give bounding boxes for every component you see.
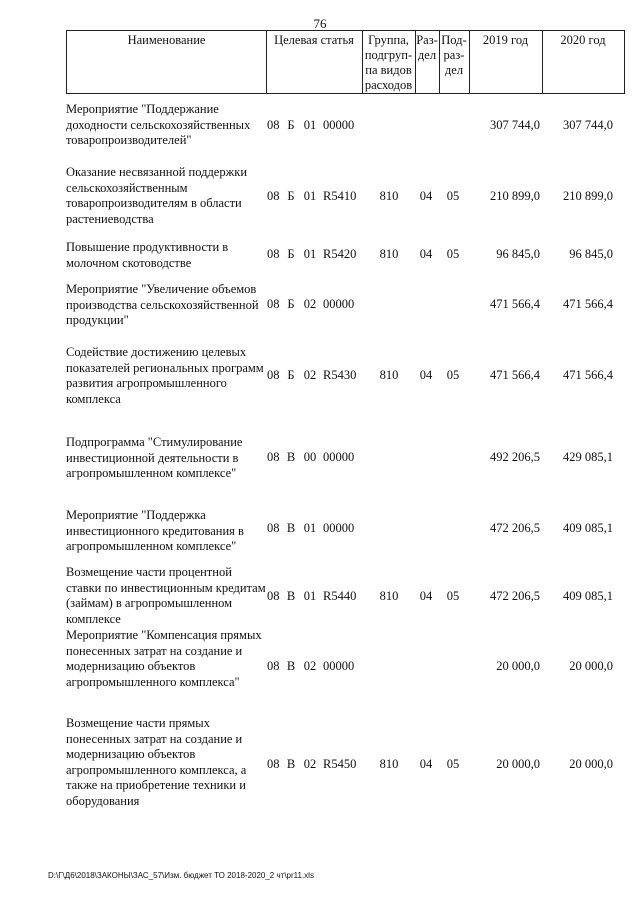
amount-2019: 471 566,4: [490, 297, 540, 311]
target-code: 00000: [323, 450, 355, 464]
target-subprogram: Б: [287, 297, 295, 311]
target-program: 08: [267, 521, 280, 535]
amount-2019: 471 566,4: [490, 368, 540, 382]
amount-2019: 307 744,0: [490, 118, 540, 132]
target-program: 08: [267, 757, 280, 771]
amount-2020: 409 085,1: [563, 521, 613, 535]
target-group: 01: [303, 247, 317, 261]
amount-2020: 409 085,1: [563, 589, 613, 603]
subsection: 05: [446, 368, 460, 382]
row-name: Мероприятие "Поддержка инвестиционного кредитования в агропромышленном комплексе": [66, 508, 244, 553]
target-group: 00: [303, 450, 317, 464]
amount-2019: 472 206,5: [490, 521, 540, 535]
target-group: 01: [303, 521, 317, 535]
target-group: 02: [303, 659, 317, 673]
amount-2020: 20 000,0: [569, 659, 613, 673]
subsection: 05: [446, 589, 460, 603]
target-code: R5420: [323, 247, 357, 261]
target-subprogram: Б: [287, 118, 295, 132]
row-name: Оказание несвязанной поддержки сельскохозяйственным товаропроизводителям в области растениеводства: [66, 165, 248, 226]
target-group: 01: [303, 589, 317, 603]
amount-2020: 471 566,4: [563, 368, 613, 382]
target-group: 01: [303, 189, 317, 203]
section: 04: [419, 757, 433, 771]
amount-2019: 20 000,0: [496, 659, 540, 673]
header-section: Раз- дел: [416, 33, 438, 62]
expense-type: 810: [379, 189, 399, 203]
target-program: 08: [267, 118, 280, 132]
target-code: 00000: [323, 118, 355, 132]
amount-2019: 492 206,5: [490, 450, 540, 464]
target-group: 02: [303, 757, 317, 771]
amount-2020: 210 899,0: [563, 189, 613, 203]
expense-type: 810: [379, 368, 399, 382]
amount-2020: 471 566,4: [563, 297, 613, 311]
expense-type: 810: [379, 757, 399, 771]
footer-file-path: D:\Г\Д6\2018\ЗАКОНЫ\ЗАС_57\Изм. бюджет ТО 2018-2020_2 чт\pr11.xls: [48, 871, 314, 880]
target-subprogram: Б: [287, 189, 295, 203]
section: 04: [419, 247, 433, 261]
header-name: Наименование: [127, 33, 206, 47]
target-subprogram: В: [286, 450, 296, 464]
target-program: 08: [267, 589, 280, 603]
row-name: Мероприятие "Увеличение объемов производства сельскохозяйственной продукции": [66, 282, 259, 327]
target-group: 01: [303, 118, 317, 132]
row-name: Подпрограмма "Стимулирование инвестиционной деятельности в агропромышленном комплексе": [66, 435, 243, 480]
row-name: Возмещение части прямых понесенных затрат на создание и модернизацию объектов агропромышленного комплекса, а также на приобретение техники и оборудования: [66, 716, 247, 808]
row-name: Возмещение части процентной ставки по инвестиционным кредитам (займам) в агропромышленном комплексе: [66, 565, 266, 626]
subsection: 05: [446, 247, 460, 261]
section: 04: [419, 189, 433, 203]
subsection: 05: [446, 757, 460, 771]
target-program: 08: [267, 450, 280, 464]
target-code: 00000: [323, 659, 355, 673]
amount-2019: 20 000,0: [496, 757, 540, 771]
target-subprogram: Б: [287, 247, 295, 261]
target-code: R5430: [323, 368, 357, 382]
target-program: 08: [267, 659, 280, 673]
target-code: 00000: [323, 297, 355, 311]
amount-2019: 472 206,5: [490, 589, 540, 603]
section: 04: [419, 589, 433, 603]
target-code: R5410: [323, 189, 357, 203]
target-program: 08: [267, 247, 280, 261]
target-program: 08: [267, 368, 280, 382]
target-code: R5440: [323, 589, 357, 603]
target-subprogram: Б: [287, 368, 295, 382]
target-subprogram: В: [286, 659, 296, 673]
header-expense-group: Группа, подгруп- па видов расходов: [364, 33, 413, 92]
section: 04: [419, 368, 433, 382]
amount-2020: 20 000,0: [569, 757, 613, 771]
header-year-2019: 2019 год: [482, 33, 529, 47]
amount-2020: 307 744,0: [563, 118, 613, 132]
row-name: Мероприятие "Поддержание доходности сельскохозяйственных товаропроизводителей": [66, 102, 251, 147]
header-subsection: Под- раз- дел: [441, 33, 467, 77]
expense-type: 810: [379, 589, 399, 603]
target-code: 00000: [323, 521, 355, 535]
amount-2019: 210 899,0: [490, 189, 540, 203]
expense-type: 810: [379, 247, 399, 261]
target-group: 02: [303, 297, 317, 311]
target-subprogram: В: [286, 521, 296, 535]
page-number: 76: [313, 16, 327, 31]
subsection: 05: [446, 189, 460, 203]
amount-2020: 96 845,0: [569, 247, 613, 261]
header-year-2020: 2020 год: [560, 33, 606, 47]
row-name: Мероприятие "Компенсация прямых понесенных затрат на создание и модернизацию объектов агропромышленного комплекса": [66, 628, 262, 689]
target-code: R5450: [323, 757, 357, 771]
target-subprogram: В: [286, 589, 296, 603]
row-name: Содействие достижению целевых показателей региональных программ развития агропромышленного комплекса: [66, 345, 264, 406]
target-program: 08: [267, 297, 280, 311]
target-group: 02: [303, 368, 317, 382]
header-target-article: Целевая статья: [274, 33, 354, 47]
amount-2020: 429 085,1: [563, 450, 613, 464]
row-name: Повышение продуктивности в молочном скотоводстве: [66, 240, 229, 270]
table-header: [66, 30, 625, 94]
amount-2019: 96 845,0: [496, 247, 540, 261]
target-subprogram: В: [286, 757, 296, 771]
target-program: 08: [267, 189, 280, 203]
